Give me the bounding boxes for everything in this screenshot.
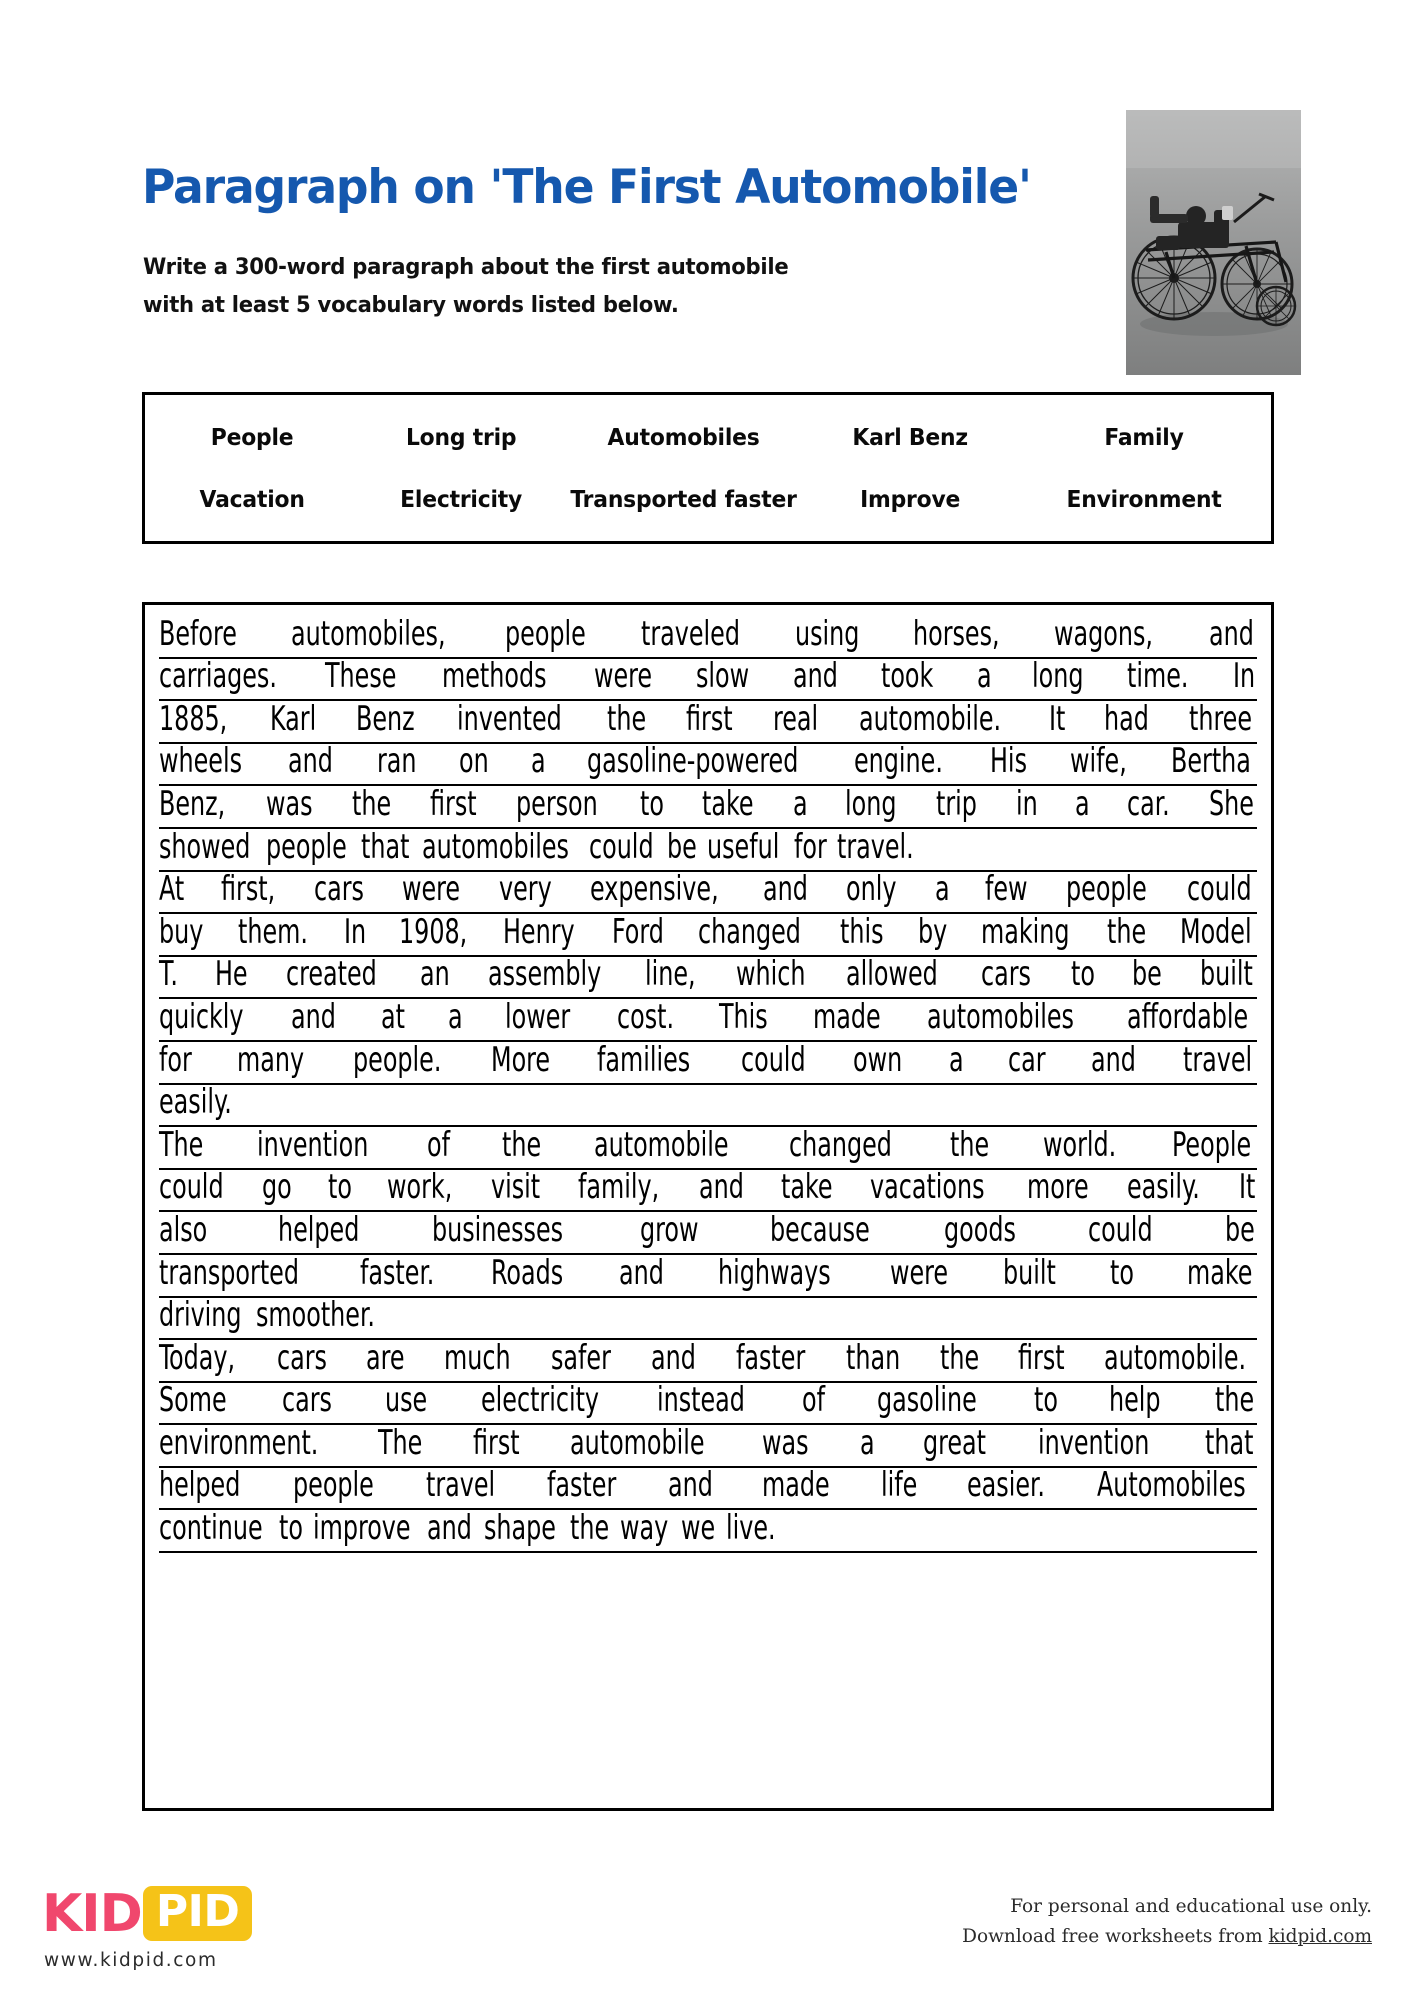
vocab-word-electricity: Electricity: [400, 487, 523, 513]
answer-word: own: [853, 1040, 903, 1079]
answer-word: making: [980, 912, 1070, 952]
answer-word: invention: [257, 1125, 369, 1165]
answer-line[interactable]: [159, 1042, 1257, 1085]
answer-word: easily.: [159, 1082, 232, 1122]
answer-word: in: [1015, 784, 1038, 824]
answer-word: and: [288, 741, 334, 781]
logo-pid-text: PID: [143, 1886, 253, 1941]
answer-word: them.: [237, 912, 308, 952]
answer-word: and: [291, 997, 337, 1037]
answer-word: The: [377, 1423, 423, 1463]
answer-word: that: [361, 827, 410, 867]
answer-word: of: [801, 1380, 825, 1420]
answer-line[interactable]: [159, 1255, 1257, 1298]
answer-word: a: [949, 1040, 964, 1079]
footer-note-prefix: Download free worksheets from: [962, 1926, 1269, 1947]
answer-word: changed: [789, 1125, 893, 1165]
answer-word: three: [1189, 699, 1253, 739]
answer-word: families: [597, 1040, 691, 1079]
answer-word: because: [770, 1210, 870, 1250]
answer-word: This: [719, 997, 769, 1037]
answer-word: could: [1187, 869, 1253, 909]
vocab-word-vacation: Vacation: [199, 487, 305, 513]
answer-word: cars: [313, 869, 364, 909]
answer-word: the: [502, 1125, 542, 1165]
vocab-word-long-trip: Long trip: [406, 425, 517, 451]
answer-word: instead: [657, 1380, 746, 1420]
answer-word: a: [935, 869, 950, 909]
answer-word: easier.: [966, 1465, 1045, 1505]
answer-word: helped: [277, 1210, 360, 1250]
answer-word: at: [380, 997, 405, 1037]
answer-word: automobile: [594, 1125, 729, 1165]
answer-word: environment.: [159, 1423, 319, 1463]
answer-word: allowed: [846, 954, 939, 994]
answer-word: was: [762, 1423, 809, 1463]
answer-word: cars: [980, 954, 1031, 994]
answer-word: gasoline: [876, 1380, 977, 1420]
answer-word: for: [159, 1040, 192, 1079]
answer-line[interactable]: [159, 1425, 1257, 1468]
answer-word: make: [1186, 1253, 1252, 1292]
answer-word: Some: [159, 1380, 227, 1420]
answer-word: family,: [578, 1167, 660, 1207]
answer-word: made: [813, 997, 881, 1037]
answer-word: people: [505, 614, 587, 654]
answer-line[interactable]: [159, 656, 1257, 702]
answer-word: engine.: [854, 741, 944, 781]
answer-word: the: [1106, 912, 1146, 952]
answer-word: Today,: [159, 1338, 236, 1378]
answer-word: travel.: [837, 827, 915, 867]
answer-word: the: [569, 1508, 609, 1548]
answer-word: take: [781, 1167, 833, 1207]
answer-word: this: [840, 912, 884, 952]
answer-word: highways: [717, 1253, 831, 1292]
answer-word: cars: [276, 1338, 327, 1378]
answer-word: and: [1208, 614, 1254, 654]
answer-word: At: [159, 869, 185, 909]
answer-word: Benz,: [159, 784, 226, 824]
answer-word: world.: [1042, 1125, 1117, 1165]
answer-word: time.: [1127, 656, 1189, 696]
answer-word: use: [385, 1380, 428, 1420]
answer-word: Karl: [269, 699, 316, 739]
answer-word: goods: [944, 1210, 1017, 1250]
answer-word: was: [266, 784, 313, 824]
answer-word: be: [1132, 954, 1162, 994]
vocab-word-transported-faster: Transported faster: [569, 487, 797, 513]
answer-word: Bertha: [1170, 741, 1251, 781]
answer-word: cost.: [616, 997, 674, 1037]
answer-word: were: [594, 656, 653, 696]
answer-word: continue: [159, 1508, 263, 1548]
answer-word: electricity: [480, 1380, 599, 1420]
answer-line[interactable]: [159, 786, 1257, 829]
answer-line[interactable]: [159, 829, 1257, 872]
answer-word: had: [1103, 699, 1149, 739]
answer-word: on: [459, 741, 489, 781]
answer-word: Roads: [490, 1253, 563, 1292]
vocab-word-environment: Environment: [1066, 487, 1222, 513]
answer-word: Automobiles: [1097, 1465, 1246, 1505]
answer-word: automobiles,: [290, 614, 446, 654]
answer-word: automobiles: [927, 997, 1075, 1037]
answer-word: long: [844, 784, 897, 824]
answer-word: by: [917, 912, 948, 952]
page-title: Paragraph on 'The First Automobile': [142, 160, 1031, 215]
answer-line[interactable]: [159, 869, 1257, 915]
answer-word: changed: [698, 912, 802, 952]
worksheet-header: [0, 0, 1414, 400]
first-automobile-photo: [1126, 110, 1301, 375]
answer-word: smoother.: [256, 1295, 376, 1335]
answer-word: could: [740, 1040, 806, 1079]
answer-word: first: [1018, 1338, 1065, 1378]
worksheet-footer: [0, 1850, 1414, 2000]
answer-word: cars: [281, 1380, 332, 1420]
answer-line[interactable]: [159, 1465, 1257, 1511]
answer-line[interactable]: [159, 1082, 1257, 1128]
answer-word: we: [680, 1508, 715, 1548]
answer-word: people: [1065, 869, 1147, 909]
logo-kid-text: KID: [42, 1883, 142, 1944]
answer-word: to: [279, 1508, 303, 1548]
answer-word: great: [922, 1423, 986, 1463]
answer-word: showed: [159, 827, 251, 867]
answer-line[interactable]: [159, 1127, 1257, 1170]
answer-word: the: [950, 1125, 990, 1165]
answer-word: to: [1070, 954, 1095, 994]
kidpid-link[interactable]: kidpid.com: [1268, 1926, 1372, 1947]
answer-line[interactable]: [159, 1380, 1257, 1426]
answer-word: the: [352, 784, 392, 824]
answer-word: work,: [387, 1167, 453, 1207]
answer-line[interactable]: [159, 1510, 1257, 1553]
answer-word: faster: [735, 1338, 805, 1378]
answer-word: 1908,: [398, 912, 468, 952]
answer-word: vacations: [870, 1167, 985, 1207]
answer-word: a: [531, 741, 546, 781]
answer-word: first: [685, 699, 733, 739]
answer-word: wife,: [1069, 741, 1127, 781]
answer-word: and: [763, 869, 809, 909]
answer-word: to: [1110, 1253, 1135, 1292]
answer-word: and: [667, 1465, 713, 1505]
logo-website-url: www.kidpid.com: [44, 1950, 218, 1971]
answer-word: slow: [696, 656, 750, 696]
subtitle-line-1: Write a 300-word paragraph about the first automobile: [143, 254, 789, 280]
answer-word: faster.: [360, 1253, 435, 1292]
answer-word: trip: [935, 784, 977, 824]
answer-word: are: [366, 1338, 405, 1378]
answer-line[interactable]: [159, 1295, 1257, 1341]
answer-word: easily.: [1127, 1167, 1201, 1207]
answer-word: automobile.: [1104, 1338, 1247, 1378]
answer-word: automobile: [570, 1423, 705, 1463]
answer-word: long: [1032, 656, 1084, 696]
footer-note-line-2: [962, 1922, 1372, 1952]
answer-word: Ford: [611, 912, 664, 952]
answer-word: an: [419, 954, 450, 994]
answer-word: assembly: [487, 954, 601, 994]
answer-word: automobiles: [421, 827, 569, 867]
answer-word: much: [443, 1338, 511, 1378]
answer-word: a: [859, 1423, 875, 1463]
answer-word: useful: [707, 827, 780, 867]
answer-word: T.: [159, 954, 178, 994]
answer-word: line,: [645, 954, 697, 994]
footer-note-line-1: For personal and educational use only.: [1010, 1896, 1372, 1917]
answer-word: affordable: [1126, 997, 1248, 1037]
answer-word: horses,: [912, 614, 1000, 654]
answer-word: The: [159, 1125, 204, 1165]
subtitle-line-2: with at least 5 vocabulary words listed below.: [143, 292, 679, 318]
answer-word: It: [1239, 1167, 1256, 1207]
answer-word: more: [1027, 1167, 1089, 1207]
answer-word: very: [499, 869, 552, 909]
answer-word: the: [1214, 1380, 1255, 1420]
answer-word: could: [588, 827, 654, 867]
answer-line[interactable]: [159, 954, 1257, 1000]
answer-word: invention: [1037, 1423, 1150, 1463]
answer-word: made: [762, 1465, 831, 1505]
answer-word: and: [1091, 1040, 1137, 1079]
answer-word: In: [1233, 656, 1256, 696]
answer-line[interactable]: [159, 616, 1257, 659]
answer-word: ran: [376, 741, 417, 781]
answer-word: of: [427, 1125, 451, 1165]
answer-word: a: [976, 656, 992, 696]
answer-line[interactable]: [159, 1167, 1257, 1213]
answer-word: lower: [505, 997, 571, 1037]
answer-word: that: [1204, 1423, 1254, 1463]
vocab-word-karl-benz: Karl Benz: [851, 425, 968, 451]
answer-word: It: [1048, 699, 1066, 739]
answer-word: carriages.: [159, 656, 277, 696]
answer-word: car.: [1126, 784, 1170, 824]
writing-answer-box[interactable]: [142, 602, 1274, 1811]
answer-word: He: [215, 954, 248, 994]
answer-word: a: [1075, 784, 1090, 824]
answer-word: car: [1007, 1040, 1046, 1079]
vocabulary-box: [142, 392, 1274, 544]
answer-word: methods: [442, 656, 547, 696]
automobile-illustration: [1126, 110, 1301, 375]
answer-line[interactable]: [159, 741, 1257, 787]
answer-word: first: [472, 1423, 520, 1463]
answer-word: In: [344, 912, 367, 952]
answer-word: travel: [426, 1465, 496, 1505]
answer-word: businesses: [432, 1210, 564, 1250]
answer-line[interactable]: [159, 914, 1257, 957]
answer-word: helped: [159, 1465, 241, 1505]
answer-word: few: [985, 869, 1029, 909]
answer-line[interactable]: [159, 999, 1257, 1042]
answer-word: She: [1208, 784, 1254, 824]
answer-word: His: [990, 741, 1028, 781]
answer-word: could: [1088, 1210, 1154, 1250]
answer-word: quickly: [159, 997, 244, 1037]
answer-word: people.: [352, 1040, 441, 1079]
answer-word: automobile.: [858, 699, 1002, 739]
answer-word: traveled: [640, 614, 740, 654]
vocabulary-row-1: [145, 415, 1271, 461]
vocab-word-improve: Improve: [859, 487, 960, 513]
answer-line[interactable]: [159, 1340, 1257, 1383]
page-subtitle: [143, 248, 788, 324]
footer-usage-note: [962, 1892, 1372, 1952]
answer-word: faster: [546, 1465, 617, 1505]
answer-word: invented: [456, 699, 562, 739]
answer-word: improve: [313, 1508, 411, 1548]
answer-word: Before: [159, 614, 237, 654]
answer-line[interactable]: [159, 701, 1257, 744]
answer-word: first,: [220, 869, 275, 909]
answer-word: were: [889, 1253, 948, 1292]
answer-word: More: [490, 1040, 550, 1079]
answer-word: to: [640, 784, 664, 824]
answer-word: built: [1200, 954, 1254, 994]
answer-word: Model: [1179, 912, 1252, 952]
answer-word: which: [735, 954, 806, 994]
answer-word: and: [426, 1508, 472, 1548]
answer-word: and: [699, 1167, 744, 1207]
answer-word: help: [1109, 1380, 1162, 1420]
answer-word: also: [159, 1210, 208, 1250]
answer-line[interactable]: [159, 1212, 1257, 1255]
answer-word: real: [773, 699, 819, 739]
answer-word: the: [606, 699, 646, 739]
answer-word: travel: [1182, 1040, 1252, 1079]
answer-word: people: [292, 1465, 374, 1505]
answer-word: wagons,: [1054, 614, 1153, 654]
answer-word: a: [448, 997, 463, 1037]
answer-word: took: [880, 656, 934, 696]
answer-word: wheels: [159, 741, 243, 781]
answer-word: take: [701, 784, 754, 824]
answer-word: the: [940, 1338, 980, 1378]
answer-word: and: [651, 1338, 697, 1378]
kidpid-logo: [42, 1883, 252, 1944]
answer-word: live.: [725, 1508, 776, 1548]
vocab-word-automobiles: Automobiles: [607, 425, 760, 451]
answer-word: buy: [159, 912, 204, 952]
answer-word: safer: [551, 1338, 612, 1378]
answer-word: created: [286, 954, 378, 994]
answer-word: Henry: [503, 912, 576, 952]
answer-word: transported: [159, 1253, 299, 1292]
answer-word: and: [793, 656, 838, 696]
answer-word: a: [792, 784, 808, 824]
answer-word: only: [846, 869, 897, 909]
answer-word: using: [795, 614, 860, 654]
answer-word: gasoline-powered: [587, 741, 799, 781]
answer-word: go: [262, 1167, 292, 1207]
answer-word: for: [793, 827, 827, 867]
answer-word: driving: [159, 1295, 242, 1335]
answer-word: These: [325, 656, 397, 696]
answer-word: be: [666, 827, 697, 867]
answer-word: people: [265, 827, 347, 867]
answer-word: expensive,: [590, 869, 720, 909]
answer-word: to: [1033, 1380, 1058, 1420]
vocab-word-people: People: [210, 425, 294, 451]
answer-word: Benz: [356, 699, 416, 739]
answer-word: could: [159, 1167, 224, 1207]
answer-word: built: [1002, 1253, 1056, 1292]
answer-word: life: [881, 1465, 918, 1505]
answer-word: grow: [640, 1210, 699, 1250]
answer-word: many: [237, 1040, 305, 1079]
answer-word: first: [430, 784, 477, 824]
answer-word: to: [327, 1167, 352, 1207]
answer-lines[interactable]: [159, 616, 1257, 1553]
answer-word: than: [845, 1338, 901, 1378]
answer-word: way: [620, 1508, 669, 1548]
vocab-word-family: Family: [1104, 425, 1184, 451]
answer-word: were: [401, 869, 461, 909]
vocabulary-row-2: [145, 477, 1271, 523]
answer-word: person: [516, 784, 598, 824]
answer-word: shape: [483, 1508, 556, 1548]
answer-word: and: [619, 1253, 664, 1292]
answer-word: visit: [491, 1167, 541, 1207]
answer-word: People: [1171, 1125, 1252, 1165]
answer-word: be: [1224, 1210, 1255, 1250]
answer-word: 1885,: [159, 699, 228, 739]
